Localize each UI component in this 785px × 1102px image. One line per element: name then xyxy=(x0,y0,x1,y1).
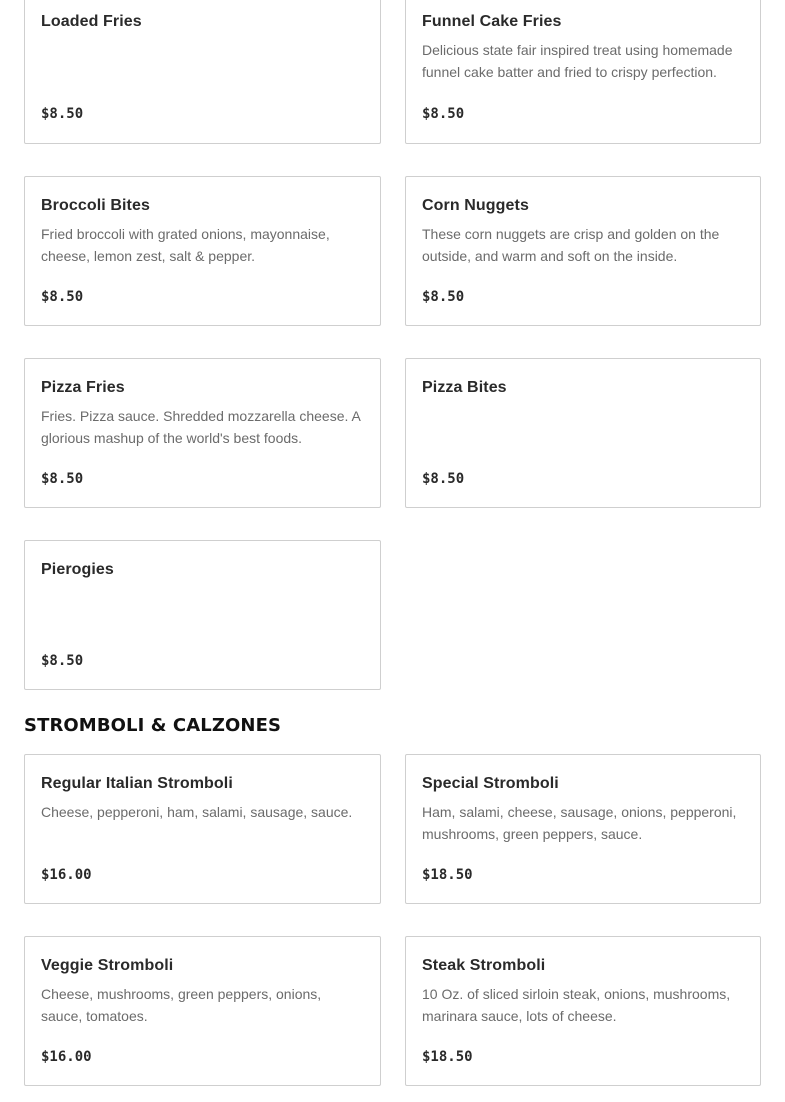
menu-item-name: Corn Nuggets xyxy=(422,197,529,214)
menu-item-name: Special Stromboli xyxy=(422,775,559,792)
menu-item-description: Delicious state fair inspired treat using homemade funnel cake batter and fried to crispy perfection. xyxy=(422,42,733,80)
section-title: STROMBOLI & CALZONES xyxy=(24,715,282,736)
menu-item-description: These corn nuggets are crisp and golden on the outside, and warm and soft on the inside. xyxy=(422,226,720,264)
menu-item-card[interactable] xyxy=(405,754,761,904)
menu-item-card[interactable] xyxy=(405,176,761,326)
menu-item-price: $8.50 xyxy=(41,106,84,122)
menu-item-description: Ham, salami, cheese, sausage, onions, pepperoni, mushrooms, green peppers, sauce. xyxy=(422,804,737,842)
menu-item-description: Fries. Pizza sauce. Shredded mozzarella cheese. A glorious mashup of the world's best foods. xyxy=(41,408,361,446)
menu-item-name: Steak Stromboli xyxy=(422,957,546,974)
menu-item-price: $16.00 xyxy=(41,867,92,883)
menu-item-card[interactable] xyxy=(24,936,381,1086)
menu-item-name: Pierogies xyxy=(41,561,114,578)
menu-item-card[interactable] xyxy=(405,936,761,1086)
menu-item-card[interactable] xyxy=(24,0,381,144)
menu-item-price: $8.50 xyxy=(422,106,465,122)
menu-page xyxy=(24,0,761,1086)
menu-item-name: Regular Italian Stromboli xyxy=(41,775,233,792)
menu-item-name: Veggie Stromboli xyxy=(41,957,174,974)
menu-item-price: $18.50 xyxy=(422,1049,473,1065)
menu-item-name: Loaded Fries xyxy=(41,13,142,30)
menu-item-card[interactable] xyxy=(24,358,381,508)
menu-item-description: 10 Oz. of sliced sirloin steak, onions, mushrooms, marinara sauce, lots of cheese. xyxy=(422,986,731,1024)
menu-item-price: $18.50 xyxy=(422,867,473,883)
menu-item-price: $8.50 xyxy=(41,653,84,669)
menu-item-description: Cheese, mushrooms, green peppers, onions, sauce, tomatoes. xyxy=(41,986,322,1024)
menu-item-card[interactable] xyxy=(24,540,381,690)
menu-item-name: Pizza Fries xyxy=(41,379,125,396)
menu-item-name: Broccoli Bites xyxy=(41,197,150,214)
menu-grid-sides xyxy=(24,0,761,690)
menu-item-price: $8.50 xyxy=(422,471,465,487)
menu-item-card[interactable] xyxy=(24,754,381,904)
menu-item-card[interactable] xyxy=(24,176,381,326)
menu-item-card[interactable] xyxy=(405,358,761,508)
menu-item-description: Fried broccoli with grated onions, mayonnaise, cheese, lemon zest, salt & pepper. xyxy=(41,226,330,264)
menu-grid-stromboli xyxy=(24,754,761,1086)
menu-item-card[interactable] xyxy=(405,0,761,144)
menu-item-description: Cheese, pepperoni, ham, salami, sausage, sauce. xyxy=(41,804,353,820)
menu-item-price: $8.50 xyxy=(422,289,465,305)
menu-item-name: Funnel Cake Fries xyxy=(422,13,562,30)
menu-item-price: $16.00 xyxy=(41,1049,92,1065)
menu-item-price: $8.50 xyxy=(41,471,84,487)
menu-item-price: $8.50 xyxy=(41,289,84,305)
menu-item-name: Pizza Bites xyxy=(422,379,507,396)
